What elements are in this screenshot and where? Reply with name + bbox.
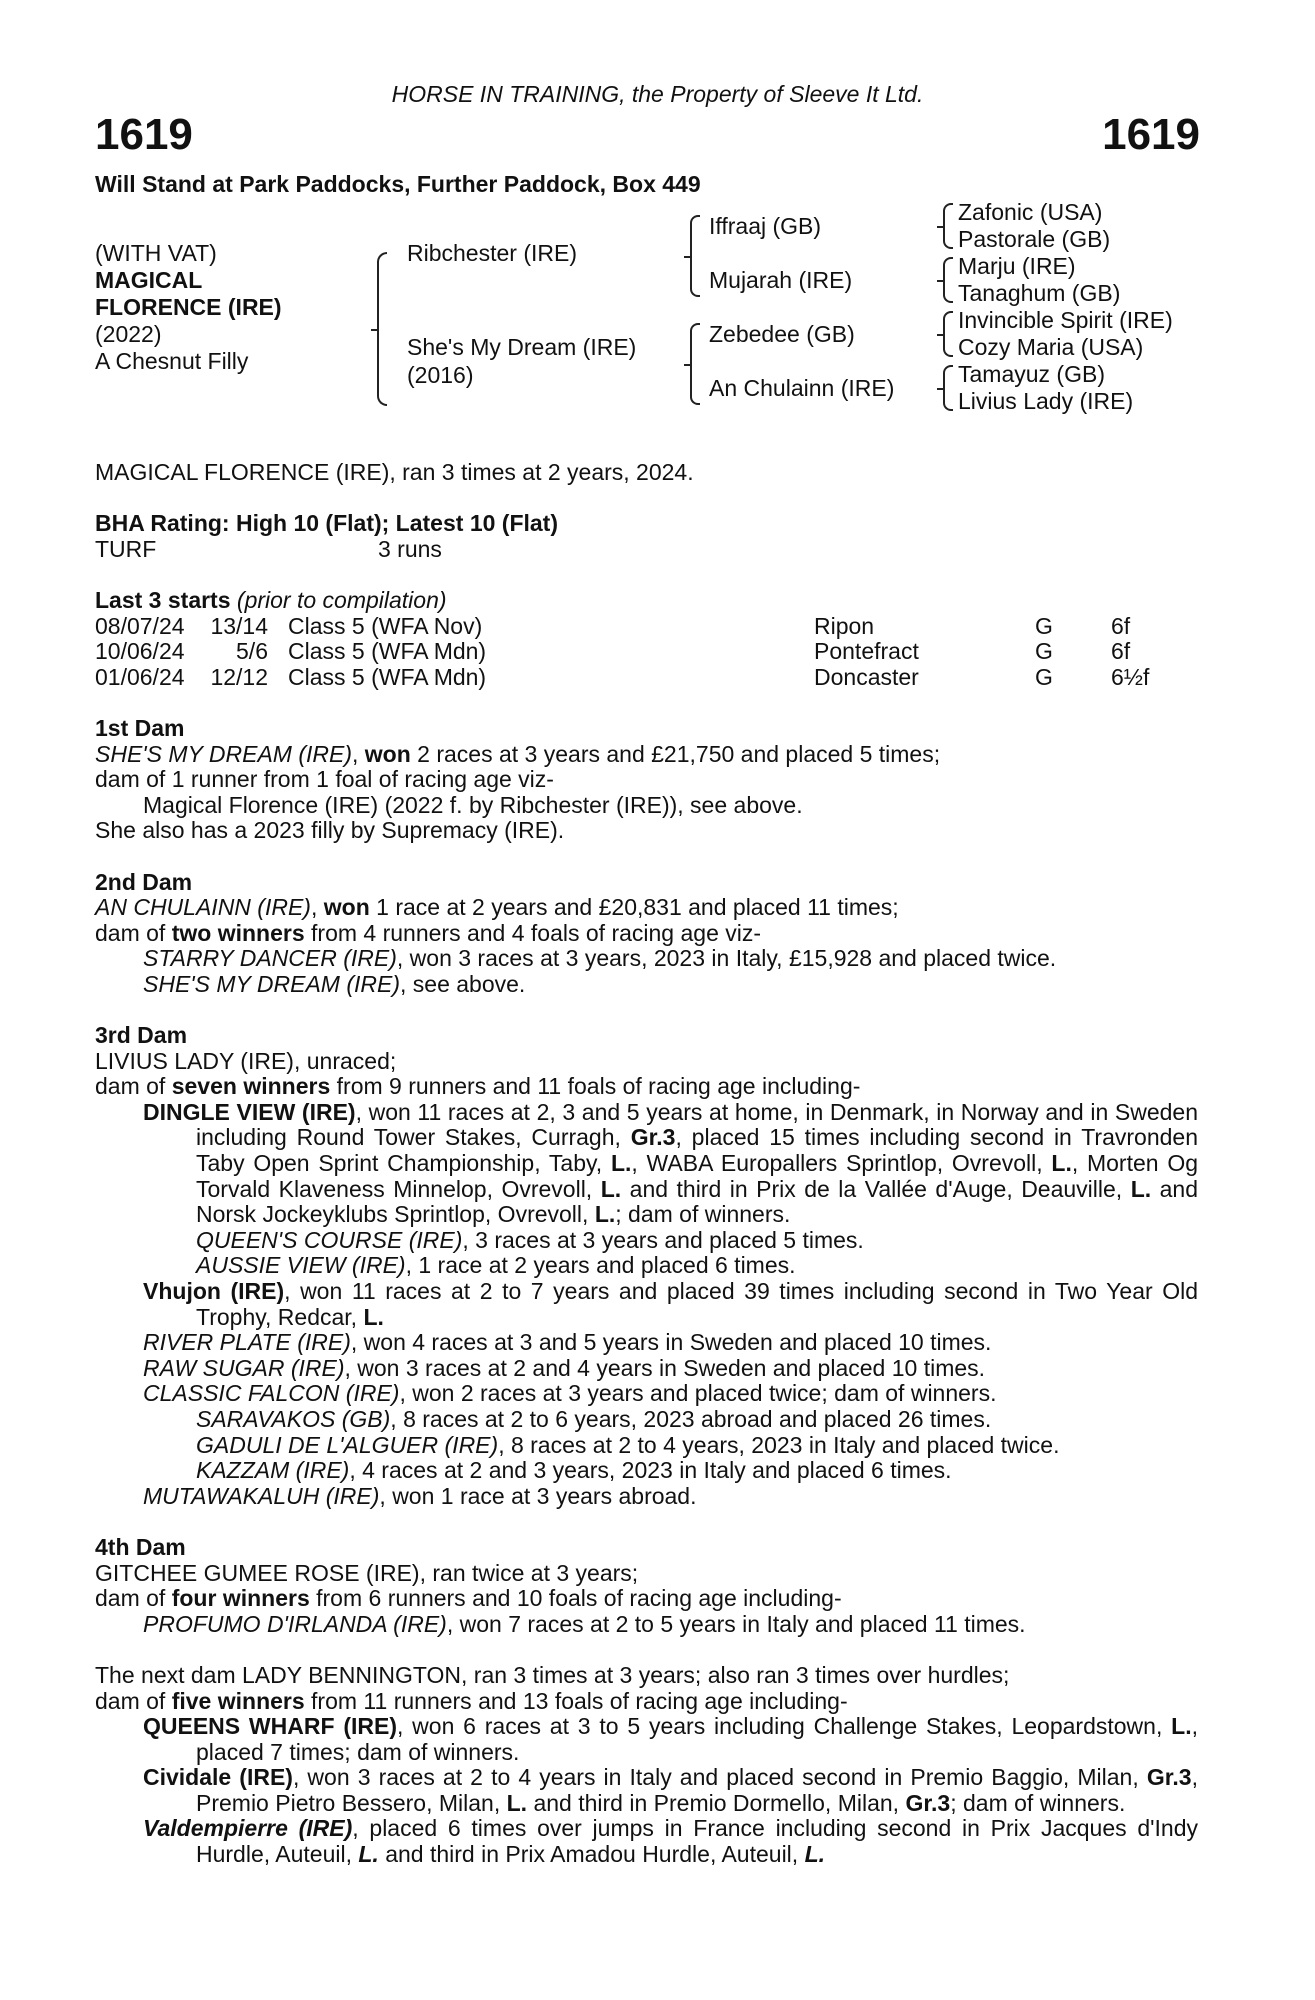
start-row: [95, 614, 1198, 640]
text: ; dam of winners.: [615, 1201, 791, 1228]
text: dam of: [95, 1073, 172, 1100]
text: , 8 races at 2 to 6 years, 2023 abroad and placed 26 times.: [390, 1405, 992, 1432]
pedigree-brace: [943, 203, 953, 249]
great-grandparent: Marju (IRE): [958, 253, 1076, 280]
emphasis-text: CLASSIC FALCON (IRE): [143, 1380, 400, 1407]
emphasis-text: L.: [610, 1150, 632, 1177]
last-starts-note: (prior to compilation): [236, 586, 447, 613]
start-class: Class 5 (WFA Mdn): [288, 638, 487, 665]
start-course: Doncaster: [814, 663, 919, 690]
emphasis-text: Gr.3: [630, 1124, 676, 1151]
start-date: 01/06/24: [95, 663, 185, 690]
progeny-entry: [95, 1279, 1198, 1330]
emphasis-text: AN CHULAINN (IRE): [95, 894, 311, 921]
vat-label: (WITH VAT): [95, 240, 217, 267]
start-date: 08/07/24: [95, 612, 185, 639]
start-class: Class 5 (WFA Nov): [288, 612, 483, 639]
dam-record: [95, 921, 1198, 947]
emphasis-text: Vhujon (IRE): [143, 1278, 285, 1304]
start-going: G: [1035, 612, 1053, 639]
dam-heading: 1st Dam: [95, 714, 185, 741]
emphasis-text: four winners: [171, 1585, 310, 1612]
progeny-entry: [95, 946, 1198, 972]
emphasis-text: won: [323, 894, 370, 921]
text: , won 1 race at 3 years abroad.: [379, 1482, 697, 1509]
emphasis-text: DINGLE VIEW (IRE): [143, 1098, 356, 1125]
dam-heading: 2nd Dam: [95, 868, 193, 895]
grandparent: Iffraaj (GB): [709, 213, 822, 240]
emphasis-text: L.: [506, 1789, 528, 1816]
text: dam of: [95, 1585, 172, 1612]
emphasis-text: Gr.3: [905, 1789, 951, 1816]
surface: TURF: [95, 535, 157, 562]
start-row: [95, 665, 1198, 691]
emphasis-text: two winners: [171, 919, 305, 946]
start-course: Pontefract: [814, 638, 919, 665]
start-dist: 6½f: [1111, 663, 1150, 690]
text: , placed 6 times over jumps in France including second in Prix Jacques d'Indy Hurdle, Auteuil,: [196, 1815, 1198, 1868]
progeny-entry: [95, 1484, 1198, 1510]
grandparent: Mujarah (IRE): [709, 267, 853, 294]
dam-record: [95, 1689, 1198, 1715]
progeny-entry: [95, 1458, 1198, 1484]
dam-record: [95, 742, 1198, 768]
bha-rating: BHA Rating: High 10 (Flat); Latest 10 (Flat): [95, 510, 558, 537]
progeny-entry: [95, 1433, 1198, 1459]
text: , 8 races at 2 to 4 years, 2023 in Italy and placed twice.: [498, 1431, 1060, 1458]
dam-record: [95, 1586, 1198, 1612]
emphasis-text: KAZZAM (IRE): [196, 1457, 350, 1484]
start-pos: 5/6: [236, 638, 268, 665]
text: GITCHEE GUMEE ROSE (IRE), ran twice at 3 years;: [95, 1559, 639, 1586]
progeny-entry: [95, 972, 1198, 998]
emphasis-text: L.: [804, 1841, 826, 1868]
emphasis-text: QUEENS WHARF (IRE): [143, 1713, 397, 1740]
text: ,: [352, 740, 365, 767]
emphasis-text: STARRY DANCER (IRE): [143, 945, 397, 972]
foaling-year: (2022): [95, 321, 162, 348]
runs-count: 3 runs: [378, 535, 442, 562]
text: 2 races at 3 years and £21,750 and placed 5 times;: [410, 740, 941, 767]
emphasis-text: RAW SUGAR (IRE): [143, 1354, 345, 1381]
progeny-entry: [95, 1765, 1198, 1816]
pedigree-brace: [690, 215, 700, 297]
dam-heading: 3rd Dam: [95, 1022, 188, 1049]
text: ,: [310, 894, 324, 921]
last-starts-table: [95, 614, 1198, 691]
text: , Morten Og Torvald Klaveness Minnelop, Ovrevoll,: [196, 1150, 1198, 1202]
text: dam of 1 runner from 1 foal of racing age viz-: [95, 766, 554, 793]
emphasis-text: MUTAWAKALUH (IRE): [143, 1482, 380, 1509]
emphasis-text: SHE'S MY DREAM (IRE): [95, 740, 352, 767]
emphasis-text: L.: [1171, 1713, 1192, 1740]
progeny-entry: [95, 1253, 1198, 1279]
great-grandparent: Pastorale (GB): [958, 226, 1111, 253]
emphasis-text: L.: [358, 1841, 379, 1868]
dam: She's My Dream (IRE): [407, 334, 637, 361]
text: , won 3 races at 2 to 4 years in Italy and placed second in Premio Baggio, Milan,: [292, 1764, 1147, 1791]
grandparent: An Chulainn (IRE): [709, 375, 895, 402]
progeny-entry: [95, 1228, 1198, 1254]
progeny-entry: [95, 1381, 1198, 1407]
pedigree-brace: [690, 323, 700, 405]
dam-record: [95, 1049, 1198, 1075]
emphasis-text: Cividale (IRE): [143, 1764, 293, 1791]
progeny-entry: [95, 1816, 1198, 1867]
great-grandparent: Livius Lady (IRE): [958, 388, 1134, 415]
emphasis-text: won: [364, 740, 411, 767]
emphasis-text: QUEEN'S COURSE (IRE): [196, 1226, 463, 1253]
text: , WABA Europallers Sprintlop, Ovrevoll,: [631, 1150, 1052, 1177]
start-class: Class 5 (WFA Mdn): [288, 663, 487, 690]
great-grandparent: Zafonic (USA): [958, 199, 1103, 226]
dam-record: [95, 1074, 1198, 1100]
sire: Ribchester (IRE): [407, 240, 577, 267]
lot-number-left: 1619: [95, 110, 193, 159]
text: and third in Prix de la Vallée d'Auge, Deauville,: [621, 1175, 1131, 1202]
pedigree-brace: [943, 257, 953, 303]
emphasis-text: L.: [600, 1175, 622, 1202]
text: LIVIUS LADY (IRE), unraced;: [95, 1047, 397, 1074]
start-pos: 12/12: [210, 663, 268, 690]
emphasis-text: five winners: [171, 1687, 305, 1714]
emphasis-text: AUSSIE VIEW (IRE): [196, 1252, 406, 1279]
last-starts-heading: [95, 588, 1198, 614]
progeny-entry: [95, 793, 1198, 819]
start-dist: 6f: [1111, 638, 1131, 665]
dam-record: [95, 818, 1198, 844]
pedigree-brace: [943, 311, 953, 357]
emphasis-text: RIVER PLATE (IRE): [143, 1329, 351, 1356]
emphasis-text: GADULI DE L'ALGUER (IRE): [196, 1431, 499, 1458]
text: and Norsk Jockeyklubs Sprintlop, Ovrevoll,: [196, 1175, 1199, 1228]
emphasis-text: L.: [1051, 1150, 1072, 1177]
surface-runs-row: [95, 537, 1198, 563]
text: She also has a 2023 filly by Supremacy (IRE).: [95, 817, 565, 844]
progeny-entry: [95, 1612, 1198, 1638]
text: , won 11 races at 2 to 7 years and placed 39 times including second in Two Year Old Trophy, Redcar,: [196, 1278, 1198, 1330]
lot-number-right: 1619: [1102, 110, 1200, 159]
text: from 9 runners and 11 foals of racing age including-: [330, 1073, 861, 1100]
start-row: [95, 639, 1198, 665]
progeny-entry: [95, 1100, 1198, 1228]
text: , 1 race at 2 years and placed 6 times.: [405, 1252, 796, 1279]
dam-year: (2016): [407, 362, 474, 389]
start-going: G: [1035, 638, 1053, 665]
text: , 4 races at 2 and 3 years, 2023 in Italy and placed 6 times.: [349, 1457, 952, 1484]
text: and third in Premio Dormello, Milan,: [527, 1789, 906, 1816]
great-grandparent: Tamayuz (GB): [958, 361, 1105, 388]
great-grandparent: Invincible Spirit (IRE): [958, 307, 1173, 334]
horse-description: A Chesnut Filly: [95, 348, 249, 375]
start-dist: 6f: [1111, 612, 1131, 639]
text: dam of: [95, 919, 172, 946]
text: , won 3 races at 3 years, 2023 in Italy, £15,928 and placed twice.: [396, 945, 1057, 972]
dam-record: [95, 1561, 1198, 1587]
text: and third in Prix Amadou Hurdle, Auteuil,: [378, 1841, 805, 1868]
pedigree-brace: [377, 252, 387, 406]
start-course: Ripon: [814, 612, 875, 639]
start-date: 10/06/24: [95, 638, 185, 665]
race-summary: MAGICAL FLORENCE (IRE), ran 3 times at 2 years, 2024.: [95, 459, 694, 485]
dam-record: [95, 895, 1198, 921]
text: from 11 runners and 13 foals of racing age including-: [304, 1687, 848, 1714]
text: ; dam of winners.: [950, 1789, 1126, 1816]
emphasis-text: L.: [1130, 1175, 1152, 1202]
start-pos: 13/14: [210, 612, 268, 639]
dam-heading: 4th Dam: [95, 1533, 186, 1560]
text: 1 race at 2 years and £20,831 and placed 11 times;: [369, 894, 899, 921]
progeny-entry: [95, 1356, 1198, 1382]
text: dam of: [95, 1687, 172, 1714]
grandparent: Zebedee (GB): [709, 321, 855, 348]
emphasis-text: L.: [363, 1303, 384, 1330]
emphasis-text: L.: [594, 1201, 616, 1228]
text: , placed 7 times; dam of winners.: [196, 1713, 1198, 1765]
catalogue-header: HORSE IN TRAINING, the Property of Sleeve It Ltd.: [391, 81, 924, 107]
text: , won 6 races at 3 to 5 years including Challenge Stakes, Leopardstown,: [396, 1713, 1172, 1740]
emphasis-text: PROFUMO D'IRLANDA (IRE): [143, 1610, 447, 1637]
horse-name: MAGICAL: [95, 267, 203, 294]
text: The next dam LADY BENNINGTON, ran 3 times at 3 years; also ran 3 times over hurdles;: [95, 1661, 1010, 1688]
horse-name-line2: FLORENCE (IRE): [95, 294, 282, 321]
text: , won 4 races at 3 and 5 years in Sweden and placed 10 times.: [350, 1329, 992, 1356]
text: Magical Florence (IRE) (2022 f. by Ribchester (IRE)), see above.: [143, 791, 803, 818]
catalogue-body: [95, 460, 1198, 1868]
emphasis-text: Gr.3: [1146, 1764, 1192, 1791]
emphasis-text: SARAVAKOS (GB): [196, 1405, 391, 1432]
text: from 6 runners and 10 foals of racing age including-: [309, 1585, 842, 1612]
emphasis-text: Valdempierre (IRE): [143, 1815, 353, 1842]
great-grandparent: Cozy Maria (USA): [958, 334, 1144, 361]
text: , see above.: [400, 970, 526, 997]
pedigree-brace: [943, 365, 953, 411]
text: from 4 runners and 4 foals of racing age viz-: [304, 919, 762, 946]
emphasis-text: seven winners: [171, 1073, 331, 1100]
stabling-location: Will Stand at Park Paddocks, Further Paddock, Box 449: [95, 171, 701, 197]
dam-record: [95, 1663, 1198, 1689]
text: , Premio Pietro Bessero, Milan,: [196, 1764, 1198, 1816]
last-starts-title: Last 3 starts: [95, 586, 231, 613]
start-going: G: [1035, 663, 1053, 690]
text: , won 11 races at 2, 3 and 5 years at home, in Denmark, in Norway and in Sweden including Round Tower Stakes, Curragh,: [196, 1098, 1198, 1151]
text: , won 3 races at 2 and 4 years in Sweden and placed 10 times.: [344, 1354, 986, 1381]
great-grandparent: Tanaghum (GB): [958, 280, 1121, 307]
text: , placed 15 times including second in Travronden Taby Open Sprint Championship, Taby,: [196, 1124, 1198, 1177]
text: , won 7 races at 2 to 5 years in Italy and placed 11 times.: [446, 1610, 1026, 1637]
dam-record: [95, 767, 1198, 793]
text: , won 2 races at 3 years and placed twice; dam of winners.: [399, 1380, 997, 1407]
progeny-entry: [95, 1407, 1198, 1433]
text: , 3 races at 3 years and placed 5 times.: [462, 1226, 864, 1253]
progeny-entry: [95, 1714, 1198, 1765]
emphasis-text: SHE'S MY DREAM (IRE): [143, 970, 400, 997]
progeny-entry: [95, 1330, 1198, 1356]
